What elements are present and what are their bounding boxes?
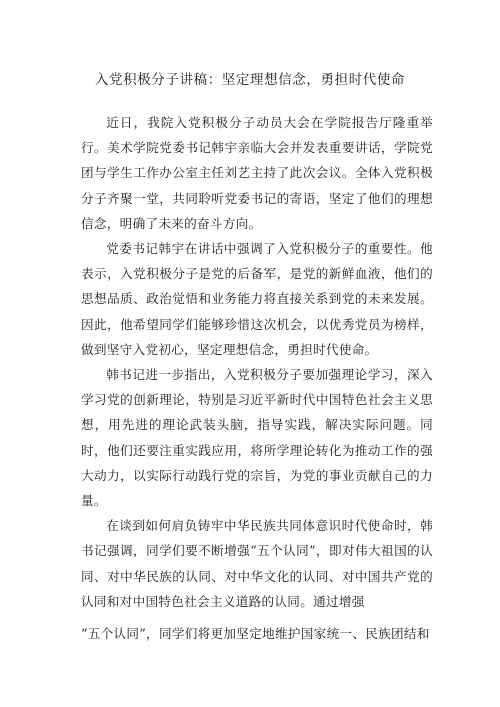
- paragraph-5: “五个认同”，同学们将更加坚定地维护国家统一、民族团结和: [81, 626, 430, 642]
- paragraph-4: 在谈到如何肩负铸牢中华民族共同体意识时代使命时，韩书记强调，同学们要不断增强“五个认同”，即对伟大祖国的认同、对中华民族的认同、对中华文化的认同、对中国共产党的认同和对中国特色社会主义道路的认同。通过增强: [81, 518, 433, 609]
- paragraph-3: 韩书记进一步指出，入党积极分子要加强理论学习，深入学习党的创新理论，特别是习近平新时代中国特色社会主义思想，用先进的理论武装头脑，指导实践，解决实际问题。同时，他们还要注重实践应用，将所学理论转化为推动工作的强大动力，以实际行动践行党的宗旨，为党的事业贡献自己的力量。: [81, 367, 433, 509]
- document-title: 入党积极分子讲稿：坚定理想信念，勇担时代使命: [94, 72, 406, 88]
- paragraph-1: 近日，我院入党积极分子动员大会在学院报告厅隆重举行。美术学院党委书记韩宇亲临大会并发表重要讲话，学院党团与学生工作办公室主任刘艺主持了此次会议。全体入党积极分子齐聚一堂，共同聆听党委书记的寄语，坚定了他们的理想信念，明确了未来的奋斗方向。: [81, 115, 433, 231]
- paragraph-2: 党委书记韩宇在讲话中强调了入党积极分子的重要性。他表示，入党积极分子是党的后备军，是党的新鲜血液，他们的思想品质、政治觉悟和业务能力将直接关系到党的未来发展。因此，他希望同学们能够珍惜这次机会，以优秀党员为榜样，做到坚守入党初心，坚定理想信念，勇担时代使命。: [81, 241, 433, 357]
- document-body: [81, 110, 433, 646]
